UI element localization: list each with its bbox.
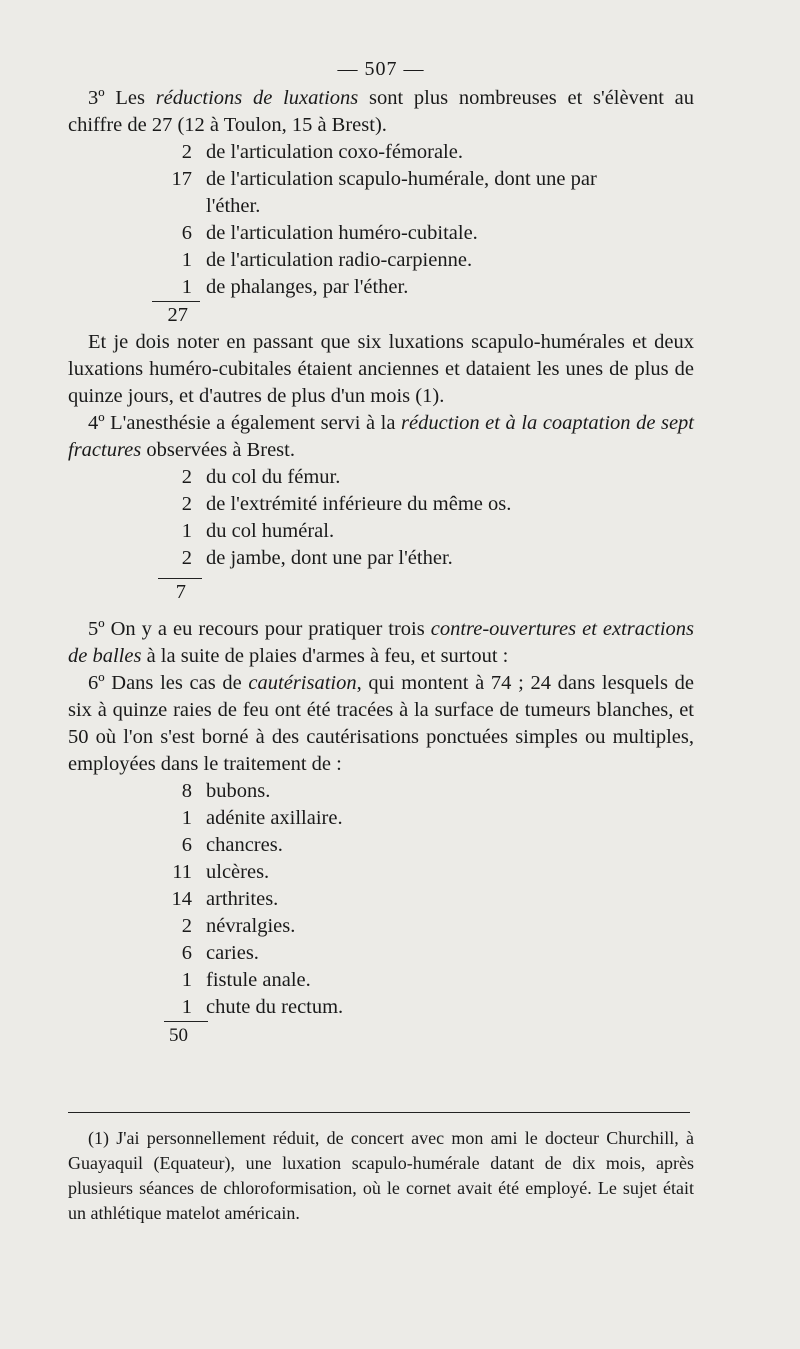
item-text: de l'articulation coxo-fémorale.	[206, 141, 463, 163]
item-text: chute du rectum.	[206, 996, 344, 1018]
item-text: adénite axillaire.	[206, 807, 343, 829]
item-text: caries.	[206, 942, 259, 964]
item-count: 6	[181, 834, 192, 856]
item-count: 1	[181, 249, 192, 271]
para3-prefix: 4º L'anesthésie a également servi à la	[88, 412, 402, 434]
item-text: du col huméral.	[206, 520, 335, 542]
item-text: du col du fémur.	[206, 466, 341, 488]
item-count: 2	[181, 493, 192, 515]
list-item	[68, 886, 694, 913]
item-count: 2	[181, 915, 192, 937]
paragraph-cauterisation	[68, 670, 694, 778]
item-count: 1	[181, 969, 192, 991]
paragraph-fractures	[68, 410, 694, 464]
list-item	[68, 220, 694, 247]
para4-suffix: à la suite de plaies d'armes à feu, et surtout :	[141, 645, 509, 667]
para1-prefix: 3º Les	[88, 87, 156, 109]
item-count: 6	[181, 222, 192, 244]
para5-italic: cautérisation	[248, 672, 357, 694]
page-content	[68, 56, 694, 1049]
list-total-row	[68, 579, 694, 606]
list-item	[68, 247, 694, 274]
para3-italic: réduction et à la coaptation de sept fractures	[68, 412, 694, 461]
list-total-row	[68, 1022, 694, 1049]
para1-suffix: sont plus nombreuses et s'élèvent au chiffre de 27 (12 à Toulon, 15 à Brest).	[68, 87, 694, 136]
item-count: 11	[172, 861, 192, 883]
list-item	[68, 545, 694, 572]
item-text: de l'extrémité inférieure du même os.	[206, 493, 512, 515]
para4-prefix: 5º On y a eu recours pour pratiquer trois	[88, 618, 431, 640]
list-total: 7	[175, 581, 186, 603]
list-item	[68, 518, 694, 545]
item-count: 6	[181, 942, 192, 964]
list-item	[68, 464, 694, 491]
item-text: de l'articulation scapulo-humérale, dont une par	[206, 168, 597, 190]
list-item	[68, 994, 694, 1021]
list-cauterisations	[68, 778, 694, 1049]
item-count: 14	[171, 888, 192, 910]
list-total-row	[68, 302, 694, 329]
item-count: 2	[181, 466, 192, 488]
list-total: 27	[167, 304, 188, 326]
item-count: 1	[181, 807, 192, 829]
page-number: — 507 —	[337, 58, 425, 80]
paragraph-contre-ouvertures	[68, 616, 694, 670]
item-text: bubons.	[206, 780, 271, 802]
list-item	[68, 940, 694, 967]
item-text: arthrites.	[206, 888, 279, 910]
item-count: 2	[181, 141, 192, 163]
list-item-continuation: l'éther.	[206, 195, 261, 217]
list-item	[68, 832, 694, 859]
para4-italic: contre-ouvertures et extractions de balles	[68, 618, 694, 667]
item-count: 1	[181, 520, 192, 542]
item-count: 17	[171, 168, 192, 190]
list-item	[68, 805, 694, 832]
list-item	[68, 913, 694, 940]
item-count: 1	[181, 276, 192, 298]
item-text: de l'articulation radio-carpienne.	[206, 249, 473, 271]
list-luxations	[68, 139, 694, 329]
item-count: 8	[181, 780, 192, 802]
item-text: chancres.	[206, 834, 283, 856]
para5-suffix: , qui montent à 74 ; 24 dans lesquels de six à quinze raies de feu ont été tracées à la surface de tumeurs blanches, et 50 où l'on s'est borné à des cautérisations ponctuées simples ou multiples, employées dans le traitement de :	[68, 672, 694, 775]
para1-italic: réductions de luxations	[155, 87, 359, 109]
item-text: ulcères.	[206, 861, 270, 883]
list-item	[68, 139, 694, 166]
list-item	[68, 967, 694, 994]
item-count: 2	[181, 547, 192, 569]
item-text: fistule anale.	[206, 969, 311, 991]
paragraph-note-luxations: Et je dois noter en passant que six luxations scapulo-humérales et deux luxations huméro-cubitales étaient anciennes et dataient les unes de plus de quinze jours, et d'autres de plus d'un mois (1).	[68, 331, 694, 407]
para3-suffix: observées à Brest.	[141, 439, 295, 461]
paragraph-reductions	[68, 85, 694, 139]
list-fractures	[68, 464, 694, 606]
item-text: de phalanges, par l'éther.	[206, 276, 409, 298]
para5-prefix: 6º Dans les cas de	[88, 672, 249, 694]
list-item	[68, 491, 694, 518]
item-text: de jambe, dont une par l'éther.	[206, 547, 453, 569]
item-text: de l'articulation huméro-cubitale.	[206, 222, 478, 244]
footnote-divider	[68, 1112, 690, 1113]
list-item	[68, 859, 694, 886]
list-item	[68, 274, 694, 301]
footnote: (1) J'ai personnellement réduit, de concert avec mon ami le docteur Churchill, à Guayaquil (Equateur), une luxation scapulo-humérale datant de dix mois, après plusieurs séances de chloroformisation, où le cornet avait été employé. Le sujet était un athlétique matelot américain.	[68, 1128, 694, 1223]
list-item	[68, 778, 694, 805]
list-total: 50	[169, 1025, 188, 1046]
item-text: névralgies.	[206, 915, 296, 937]
item-count: 1	[181, 996, 192, 1018]
list-item	[68, 166, 694, 193]
